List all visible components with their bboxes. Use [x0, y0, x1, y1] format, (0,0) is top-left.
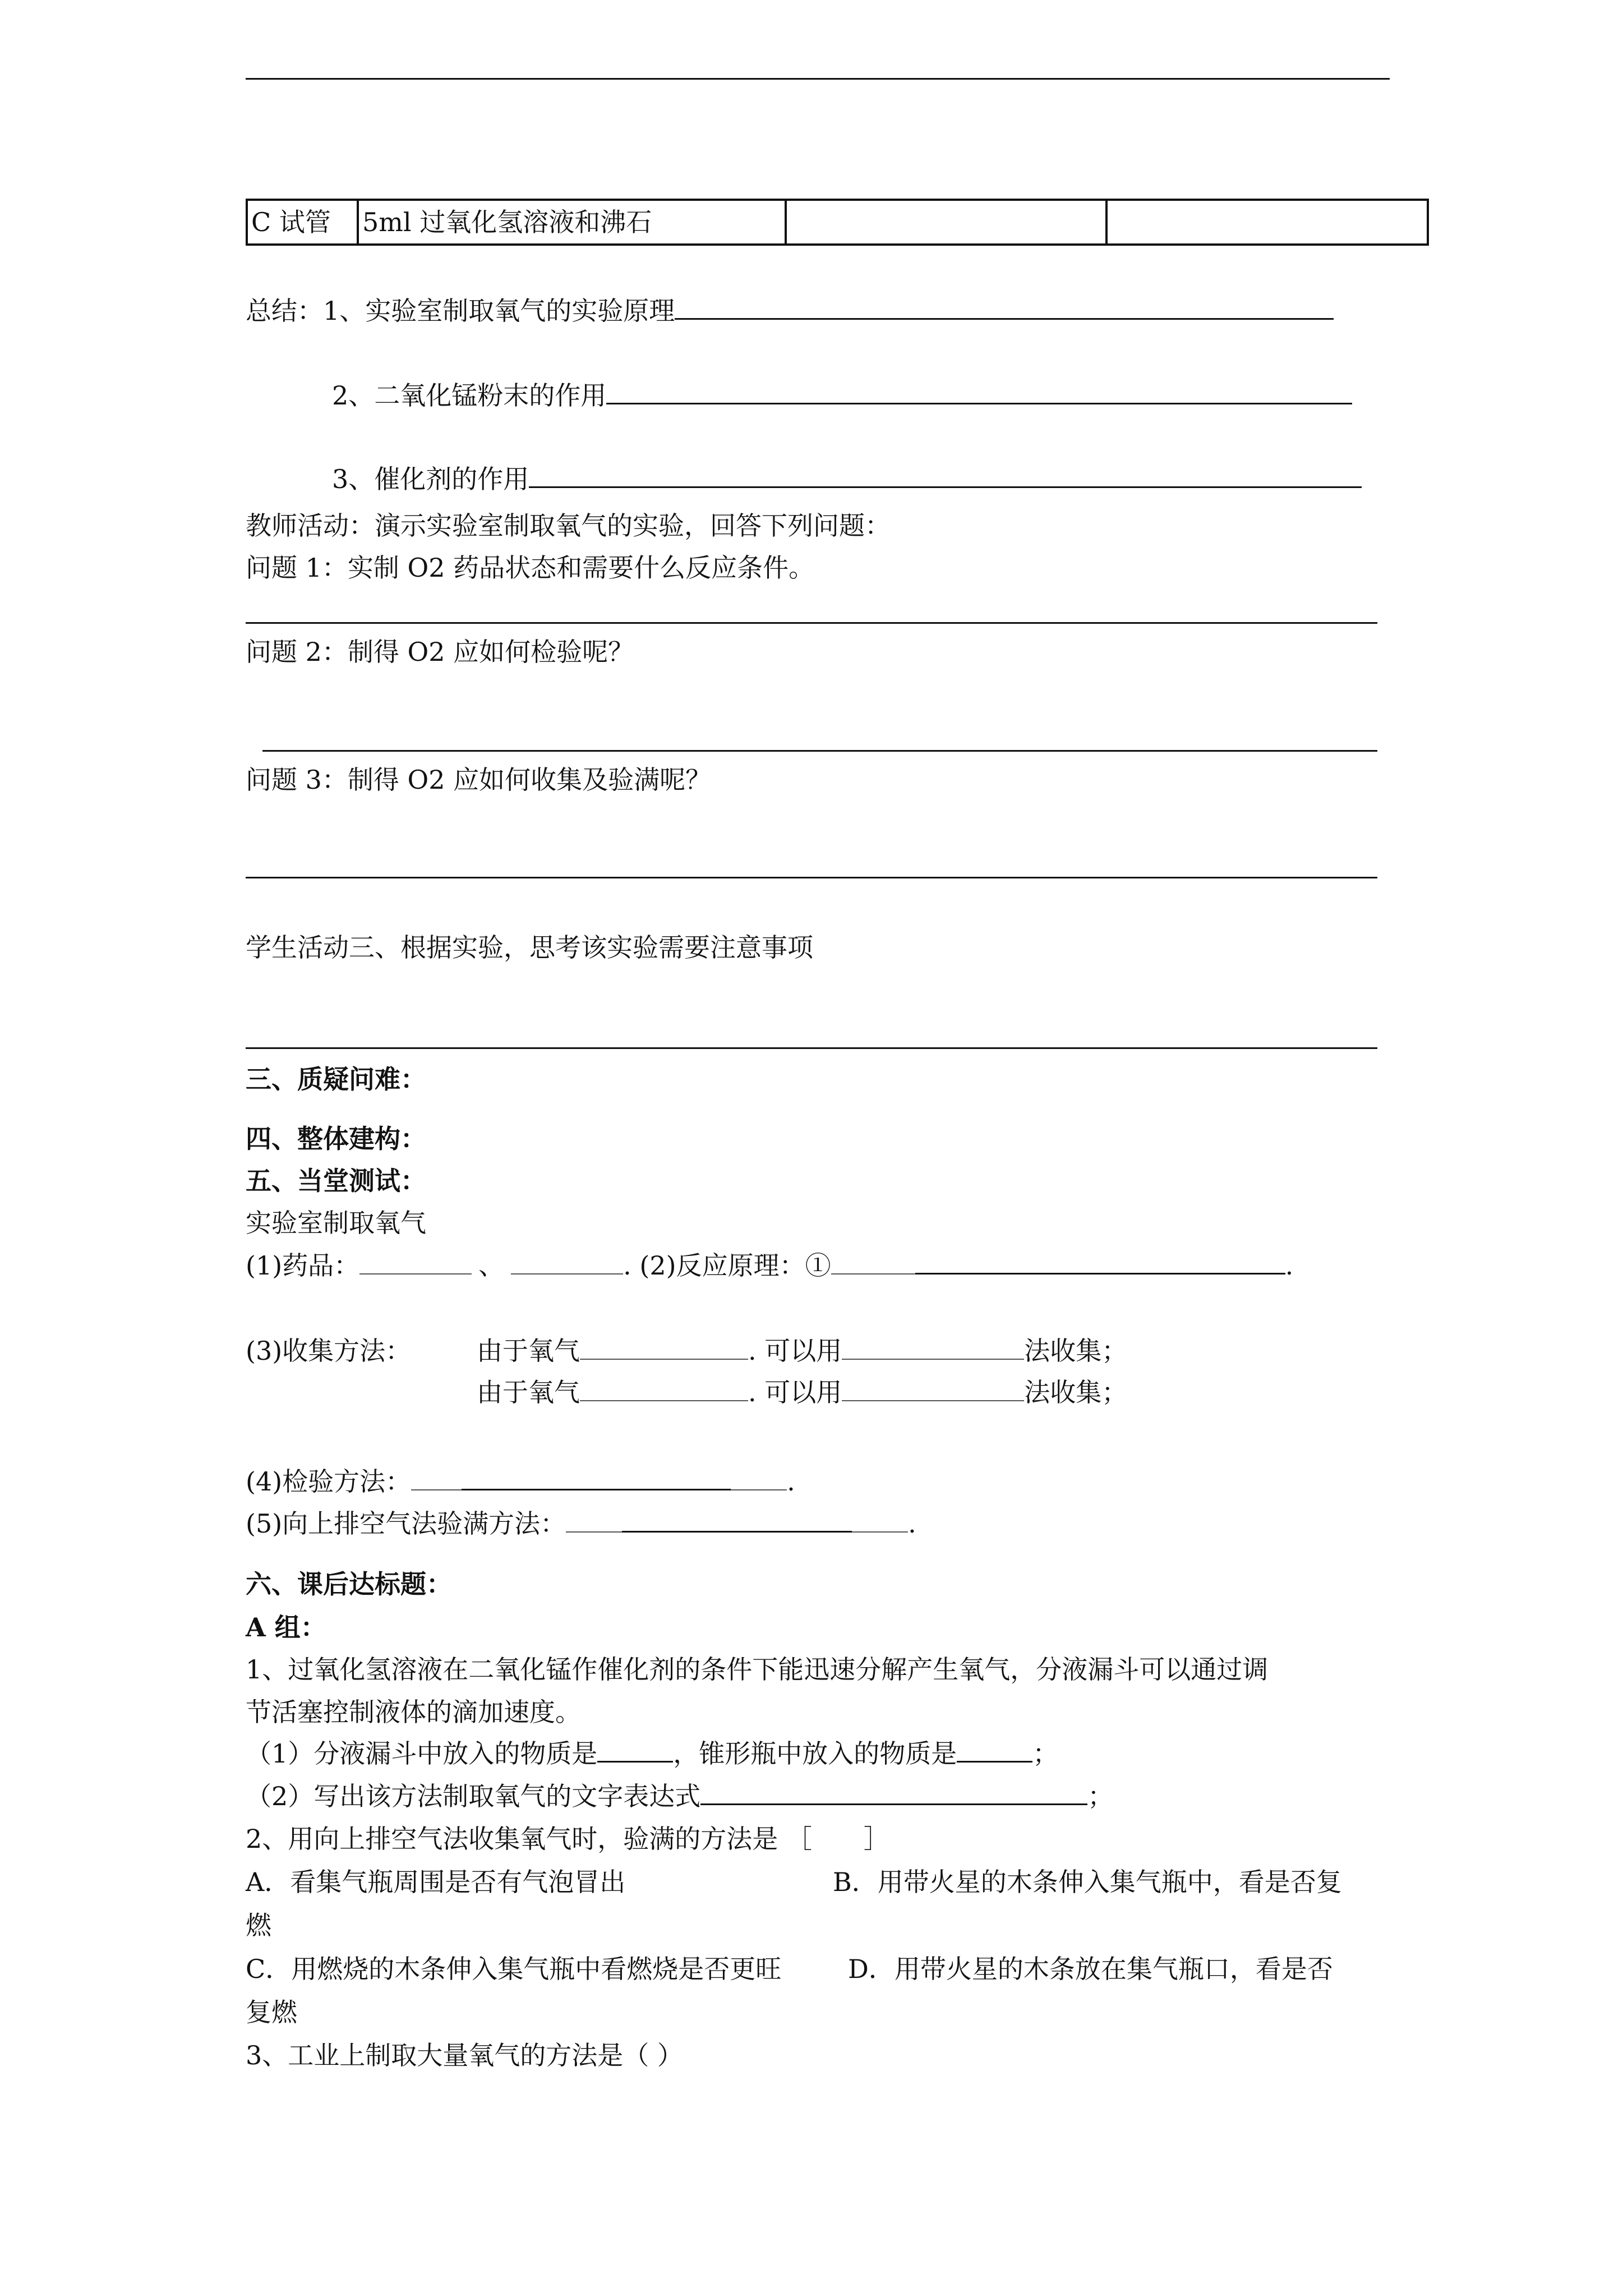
answer-blank[interactable] [580, 1336, 748, 1360]
semicolon: ； [1087, 1781, 1114, 1811]
test-line-1 [246, 1249, 1293, 1282]
verify-label: (5)向上排空气法验满方法： [246, 1508, 566, 1539]
answer-blank[interactable] [675, 296, 1334, 320]
test-title: 实验室制取氧气 [246, 1208, 426, 1238]
table-cell-vessel: C 试管 [247, 200, 358, 245]
collection-line-2 [477, 1375, 1127, 1409]
option-c: C．用燃烧的木条伸入集气瓶中看燃烧是否更旺 [246, 1954, 782, 1984]
sub-1-label: （1）分液漏斗中放入的物质是 [246, 1738, 598, 1769]
answer-blank[interactable] [529, 464, 1362, 488]
reason-label: 由于氧气 [477, 1377, 580, 1407]
method-label: . 可以用 [748, 1336, 842, 1366]
problem-3: 3、工业上制取大量氧气的方法是（ ） [246, 2040, 683, 2070]
option-b-continued: 燃 [246, 1910, 271, 1940]
problem-1-sub-1 [246, 1737, 1058, 1770]
method-label: . 可以用 [748, 1377, 842, 1407]
answer-blank[interactable] [852, 1509, 908, 1533]
option-d-continued: 复燃 [246, 1997, 297, 2027]
period: . [787, 1466, 795, 1497]
answer-line-q1[interactable] [246, 622, 1377, 624]
method-suffix: 法收集； [1024, 1377, 1128, 1407]
problem-1-line-1: 1、过氧化氢溶液在二氧化锰作催化剂的条件下能迅速分解产生氧气，分液漏斗可以通过调 [246, 1654, 1269, 1685]
answer-blank[interactable] [597, 1738, 673, 1763]
answer-blank[interactable] [731, 1467, 787, 1490]
answer-blank[interactable] [842, 1336, 1024, 1360]
experiment-table [246, 199, 1429, 246]
method-suffix: 法收集； [1024, 1336, 1128, 1366]
problem-2: 2、用向上排空气法收集氧气时，验满的方法是 ［ ］ [246, 1824, 889, 1854]
answer-blank[interactable] [606, 380, 1352, 404]
answer-blank[interactable] [580, 1378, 748, 1401]
group-a-heading: A 组： [246, 1612, 326, 1642]
section-6-heading: 六、课后达标题： [246, 1569, 452, 1599]
summary-item-3 [332, 462, 1362, 496]
answer-blank[interactable] [511, 1251, 623, 1274]
collection-line-1 [477, 1334, 1127, 1368]
semicolon: ； [1032, 1738, 1059, 1769]
principle-label: . (2)反应原理：① [623, 1250, 831, 1281]
question-1: 问题 1：实制 O2 药品状态和需要什么反应条件。 [246, 553, 815, 583]
period: . [1285, 1250, 1294, 1281]
answer-blank[interactable] [411, 1467, 462, 1490]
answer-line-q3[interactable] [246, 877, 1377, 878]
option-d: D．用带火星的木条放在集气瓶口，看是否 [848, 1954, 1333, 1984]
answer-blank[interactable] [957, 1738, 1032, 1763]
separator: 、 [478, 1250, 505, 1281]
answer-blank[interactable] [462, 1466, 731, 1490]
answer-blank[interactable] [915, 1250, 1285, 1274]
sub-1-mid: ，锥形瓶中放入的物质是 [673, 1738, 957, 1769]
answer-blank[interactable] [700, 1781, 1087, 1805]
question-3: 问题 3：制得 O2 应如何收集及验满呢？ [246, 765, 712, 795]
section-5-heading: 五、当堂测试： [246, 1166, 426, 1196]
period: . [908, 1508, 916, 1539]
summary-lead: 总结： [246, 296, 323, 326]
answer-blank[interactable] [831, 1251, 915, 1274]
answer-line-activity[interactable] [246, 1047, 1377, 1049]
summary-label-1: 1、实验室制取氧气的实验原理 [323, 296, 675, 326]
reason-label: 由于氧气 [477, 1336, 580, 1366]
table-cell-empty [786, 200, 1106, 245]
summary-label-2: 2、二氧化锰粉末的作用 [332, 380, 607, 411]
answer-blank[interactable] [566, 1509, 622, 1533]
reagents-label: (1)药品： [246, 1250, 360, 1281]
option-b: B．用带火星的木条伸入集气瓶中，看是否复 [833, 1867, 1342, 1897]
collection-label: (3)收集方法： [246, 1336, 412, 1366]
teacher-activity: 教师活动：演示实验室制取氧气的实验，回答下列问题： [246, 510, 891, 541]
table-row [247, 200, 1428, 245]
problem-1-line-2: 节活塞控制液体的滴加速度。 [246, 1697, 581, 1727]
test-line-5 [246, 1507, 916, 1540]
question-2: 问题 2：制得 O2 应如何检验呢？ [246, 637, 634, 667]
summary-label-3: 3、催化剂的作用 [332, 464, 529, 494]
summary-item-1 [246, 294, 1334, 328]
summary-item-2 [332, 379, 1352, 412]
student-activity-3: 学生活动三、根据实验，思考该实验需要注意事项 [246, 932, 813, 963]
sub-2-label: （2）写出该方法制取氧气的文字表达式 [246, 1781, 701, 1811]
answer-blank[interactable] [842, 1378, 1024, 1401]
problem-1-sub-2 [246, 1779, 1113, 1813]
section-3-heading: 三、质疑问难： [246, 1064, 426, 1094]
option-a: A．看集气瓶周围是否有气泡冒出 [246, 1867, 626, 1897]
test-method-label: (4)检验方法： [246, 1466, 412, 1497]
table-cell-empty [1106, 200, 1428, 245]
table-cell-reagent: 5ml 过氧化氢溶液和沸石 [358, 200, 786, 245]
answer-blank[interactable] [359, 1251, 472, 1274]
header-rule [246, 78, 1390, 80]
answer-line-q2[interactable] [262, 750, 1377, 752]
answer-blank[interactable] [622, 1508, 852, 1533]
test-line-4 [246, 1465, 795, 1498]
section-4-heading: 四、整体建构： [246, 1124, 426, 1154]
